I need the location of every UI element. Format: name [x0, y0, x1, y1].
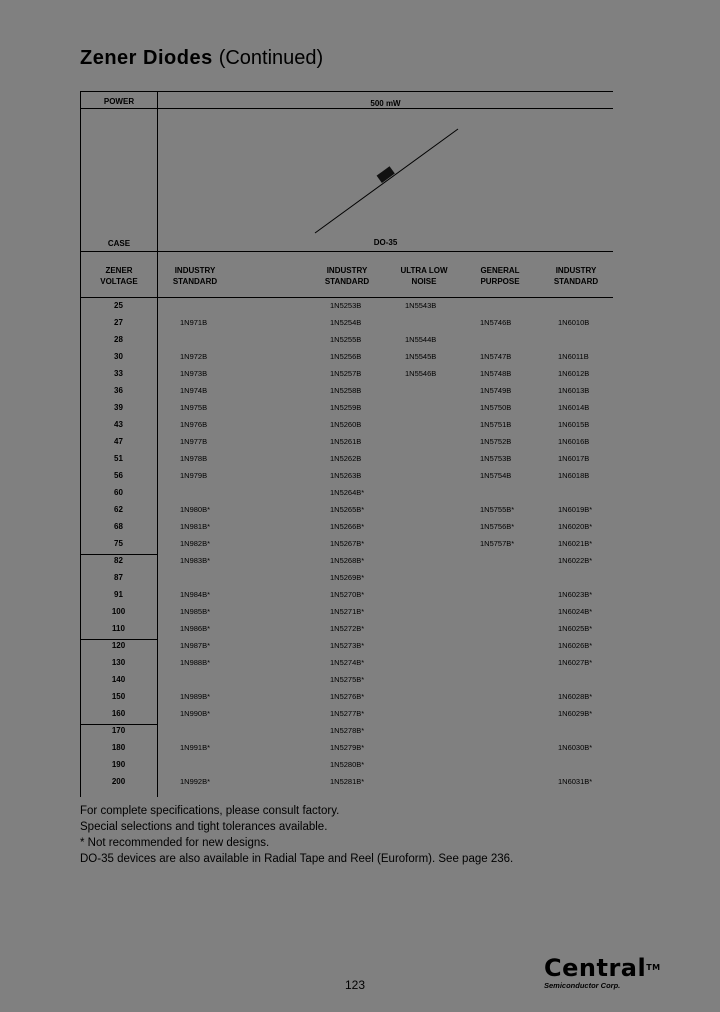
- case-row-divider: [80, 251, 613, 252]
- page-number: 123: [345, 978, 366, 992]
- industry-standard-cell: 1N5259B: [330, 403, 362, 412]
- industry-standard-cell: 1N5256B: [330, 352, 362, 361]
- industry-standard-cell: 1N987B*: [180, 641, 211, 650]
- industry-standard-cell: 1N5277B*: [330, 709, 365, 718]
- industry-standard-cell: 1N6017B: [558, 454, 590, 463]
- industry-standard-cell: 1N986B*: [180, 624, 211, 633]
- industry-standard-cell: 1N973B: [180, 369, 208, 378]
- title-main: Zener Diodes: [80, 47, 213, 69]
- col-header-industry-standard: INDUSTRY STANDARD: [553, 266, 599, 286]
- industry-standard-cell: 1N5276B*: [330, 692, 365, 701]
- table-row: [80, 723, 613, 740]
- table-row: [80, 366, 613, 383]
- industry-standard-cell: 1N979B: [180, 471, 208, 480]
- industry-standard-cell: 1N6014B: [558, 403, 590, 412]
- col-header-industry-standard: INDUSTRY STANDARD: [172, 266, 218, 286]
- industry-standard-cell: 1N5265B*: [330, 505, 365, 514]
- industry-standard-cell: 1N975B: [180, 403, 208, 412]
- industry-standard-cell: 1N5273B*: [330, 641, 365, 650]
- table-row: [80, 774, 613, 791]
- table-row: [80, 298, 613, 315]
- general-purpose-cell: 1N5751B: [480, 420, 512, 429]
- zener-voltage-cell: 25: [114, 301, 123, 310]
- zener-voltage-cell: 91: [114, 590, 123, 599]
- industry-standard-cell: 1N5263B: [330, 471, 362, 480]
- part-table-body: [80, 298, 613, 791]
- industry-standard-cell: 1N5279B*: [330, 743, 365, 752]
- industry-standard-cell: 1N990B*: [180, 709, 211, 718]
- power-label: POWER: [103, 97, 135, 106]
- col-header-ultra-low-noise: ULTRA LOW NOISE: [400, 266, 448, 286]
- table-row: [80, 587, 613, 604]
- table-row: [80, 349, 613, 366]
- table-row: [80, 485, 613, 502]
- ultra-low-noise-cell: 1N5543B: [405, 301, 437, 310]
- general-purpose-cell: 1N5756B*: [480, 522, 515, 531]
- general-purpose-cell: 1N5748B: [480, 369, 512, 378]
- zener-voltage-cell: 160: [111, 709, 126, 718]
- frame-top: [80, 91, 613, 92]
- industry-standard-cell: 1N6015B: [558, 420, 590, 429]
- industry-standard-cell: 1N6029B*: [558, 709, 593, 718]
- ultra-low-noise-cell: 1N5546B: [405, 369, 437, 378]
- ultra-low-noise-cell: 1N5544B: [405, 335, 437, 344]
- industry-standard-cell: 1N6025B*: [558, 624, 593, 633]
- industry-standard-cell: 1N6010B: [558, 318, 590, 327]
- industry-standard-cell: 1N6023B*: [558, 590, 593, 599]
- industry-standard-cell: 1N974B: [180, 386, 208, 395]
- industry-standard-cell: 1N5269B*: [330, 573, 365, 582]
- industry-standard-cell: 1N985B*: [180, 607, 211, 616]
- industry-standard-cell: 1N6020B*: [558, 522, 593, 531]
- general-purpose-cell: 1N5754B: [480, 471, 512, 480]
- general-purpose-cell: 1N5746B: [480, 318, 512, 327]
- table-row: [80, 672, 613, 689]
- table-row: [80, 740, 613, 757]
- table-row: [80, 502, 613, 519]
- table-row: [80, 621, 613, 638]
- zener-voltage-cell: 190: [111, 760, 126, 769]
- table-row: [80, 434, 613, 451]
- table-row: [80, 757, 613, 774]
- industry-standard-cell: 1N5270B*: [330, 590, 365, 599]
- case-value: DO-35: [373, 238, 398, 247]
- industry-standard-cell: 1N976B: [180, 420, 208, 429]
- logo-name: Central: [544, 954, 647, 982]
- footnote: Special selections and tight tolerances available.: [80, 821, 328, 833]
- industry-standard-cell: 1N978B: [180, 454, 208, 463]
- industry-standard-cell: 1N6027B*: [558, 658, 593, 667]
- industry-standard-cell: 1N5254B: [330, 318, 362, 327]
- logo-trademark: TM: [646, 963, 661, 972]
- logo-subtitle: Semiconductor Corp.: [544, 981, 621, 990]
- industry-standard-cell: 1N6011B: [558, 352, 589, 361]
- industry-standard-cell: 1N5262B: [330, 454, 362, 463]
- col-header-industry-standard: INDUSTRY STANDARD: [324, 266, 370, 286]
- industry-standard-cell: 1N6028B*: [558, 692, 593, 701]
- page-title: [80, 46, 323, 70]
- zener-voltage-cell: 30: [114, 352, 123, 361]
- industry-standard-cell: 1N5255B: [330, 335, 362, 344]
- zener-voltage-cell: 200: [111, 777, 126, 786]
- table-row: [80, 383, 613, 400]
- table-row: [80, 417, 613, 434]
- industry-standard-cell: 1N5267B*: [330, 539, 365, 548]
- zener-voltage-cell: 100: [111, 607, 126, 616]
- table-row: [80, 451, 613, 468]
- industry-standard-cell: 1N977B: [180, 437, 208, 446]
- zener-voltage-cell: 47: [114, 437, 123, 446]
- industry-standard-cell: 1N6016B: [558, 437, 590, 446]
- zener-voltage-cell: 180: [111, 743, 126, 752]
- table-row: [80, 315, 613, 332]
- industry-standard-cell: 1N988B*: [180, 658, 211, 667]
- table-row: [80, 570, 613, 587]
- zener-voltage-cell: 62: [114, 505, 123, 514]
- footnote: * Not recommended for new designs.: [80, 837, 270, 849]
- industry-standard-cell: 1N5271B*: [330, 607, 365, 616]
- zener-voltage-cell: 130: [111, 658, 126, 667]
- general-purpose-cell: 1N5757B*: [480, 539, 515, 548]
- industry-standard-cell: 1N5258B: [330, 386, 362, 395]
- table-row: [80, 468, 613, 485]
- industry-standard-cell: 1N6026B*: [558, 641, 593, 650]
- industry-standard-cell: 1N981B*: [180, 522, 211, 531]
- zener-voltage-cell: 120: [111, 641, 126, 650]
- industry-standard-cell: 1N5278B*: [330, 726, 365, 735]
- diode-body: [377, 166, 395, 183]
- zener-voltage-cell: 27: [114, 318, 123, 327]
- industry-standard-cell: 1N6030B*: [558, 743, 593, 752]
- table-row: [80, 604, 613, 621]
- industry-standard-cell: 1N5260B: [330, 420, 362, 429]
- general-purpose-cell: 1N5750B: [480, 403, 512, 412]
- industry-standard-cell: 1N5266B*: [330, 522, 365, 531]
- footnote: For complete specifications, please consult factory.: [80, 805, 340, 817]
- col-header-general-purpose: GENERAL PURPOSE: [480, 266, 520, 286]
- general-purpose-cell: 1N5753B: [480, 454, 512, 463]
- company-logo: [544, 955, 661, 990]
- industry-standard-cell: 1N6024B*: [558, 607, 593, 616]
- zener-voltage-cell: 28: [114, 335, 123, 344]
- table-row: [80, 638, 613, 655]
- table-row: [80, 689, 613, 706]
- industry-standard-cell: 1N972B: [180, 352, 208, 361]
- zener-voltage-cell: 140: [111, 675, 126, 684]
- industry-standard-cell: 1N6018B: [558, 471, 590, 480]
- industry-standard-cell: 1N5274B*: [330, 658, 365, 667]
- table-row: [80, 519, 613, 536]
- zener-voltage-cell: 68: [114, 522, 123, 531]
- industry-standard-cell: 1N5281B*: [330, 777, 365, 786]
- zener-voltage-cell: 43: [114, 420, 123, 429]
- diode-icon: [300, 125, 470, 245]
- zener-voltage-cell: 82: [114, 556, 123, 565]
- general-purpose-cell: 1N5749B: [480, 386, 512, 395]
- zener-voltage-cell: 87: [114, 573, 123, 582]
- ultra-low-noise-cell: 1N5545B: [405, 352, 437, 361]
- zener-voltage-cell: 33: [114, 369, 123, 378]
- zener-voltage-cell: 170: [111, 726, 126, 735]
- industry-standard-cell: 1N971B: [180, 318, 208, 327]
- industry-standard-cell: 1N992B*: [180, 777, 211, 786]
- zener-voltage-cell: 60: [114, 488, 123, 497]
- footnotes: [80, 803, 513, 867]
- general-purpose-cell: 1N5747B: [480, 352, 512, 361]
- table-row: [80, 400, 613, 417]
- industry-standard-cell: 1N6031B*: [558, 777, 593, 786]
- industry-standard-cell: 1N991B*: [180, 743, 211, 752]
- zener-voltage-cell: 36: [114, 386, 123, 395]
- industry-standard-cell: 1N6022B*: [558, 556, 593, 565]
- industry-standard-cell: 1N6012B: [558, 369, 590, 378]
- case-label: CASE: [107, 239, 131, 248]
- general-purpose-cell: 1N5755B*: [480, 505, 515, 514]
- industry-standard-cell: 1N984B*: [180, 590, 211, 599]
- industry-standard-cell: 1N983B*: [180, 556, 211, 565]
- table-row: [80, 655, 613, 672]
- industry-standard-cell: 1N989B*: [180, 692, 211, 701]
- zener-voltage-cell: 39: [114, 403, 123, 412]
- industry-standard-cell: 1N982B*: [180, 539, 211, 548]
- industry-standard-cell: 1N5280B*: [330, 760, 365, 769]
- zener-voltage-header: ZENER VOLTAGE: [100, 266, 138, 286]
- industry-standard-cell: 1N6013B: [558, 386, 590, 395]
- table-row: [80, 332, 613, 349]
- zener-voltage-cell: 110: [112, 624, 125, 633]
- industry-standard-cell: 1N5275B*: [330, 675, 365, 684]
- table-row: [80, 553, 613, 570]
- table-row: [80, 536, 613, 553]
- zener-voltage-cell: 150: [111, 692, 126, 701]
- footnote: DO-35 devices are also available in Radial Tape and Reel (Euroform). See page 236.: [80, 853, 514, 865]
- industry-standard-cell: 1N6019B*: [558, 505, 593, 514]
- industry-standard-cell: 1N980B*: [180, 505, 211, 514]
- table-row: [80, 706, 613, 723]
- general-purpose-cell: 1N5752B: [480, 437, 512, 446]
- industry-standard-cell: 1N5261B: [330, 437, 362, 446]
- industry-standard-cell: 1N5257B: [330, 369, 362, 378]
- zener-voltage-cell: 56: [114, 471, 123, 480]
- industry-standard-cell: 1N5268B*: [330, 556, 365, 565]
- zener-voltage-cell: 75: [114, 539, 123, 548]
- zener-voltage-cell: 51: [114, 454, 123, 463]
- industry-standard-cell: 1N5264B*: [330, 488, 365, 497]
- industry-standard-cell: 1N5253B: [330, 301, 362, 310]
- title-sub: (Continued): [218, 47, 324, 69]
- industry-standard-cell: 1N5272B*: [330, 624, 365, 633]
- power-value: 500 mW: [370, 99, 401, 108]
- industry-standard-cell: 1N6021B*: [558, 539, 593, 548]
- diode-lead: [315, 129, 458, 233]
